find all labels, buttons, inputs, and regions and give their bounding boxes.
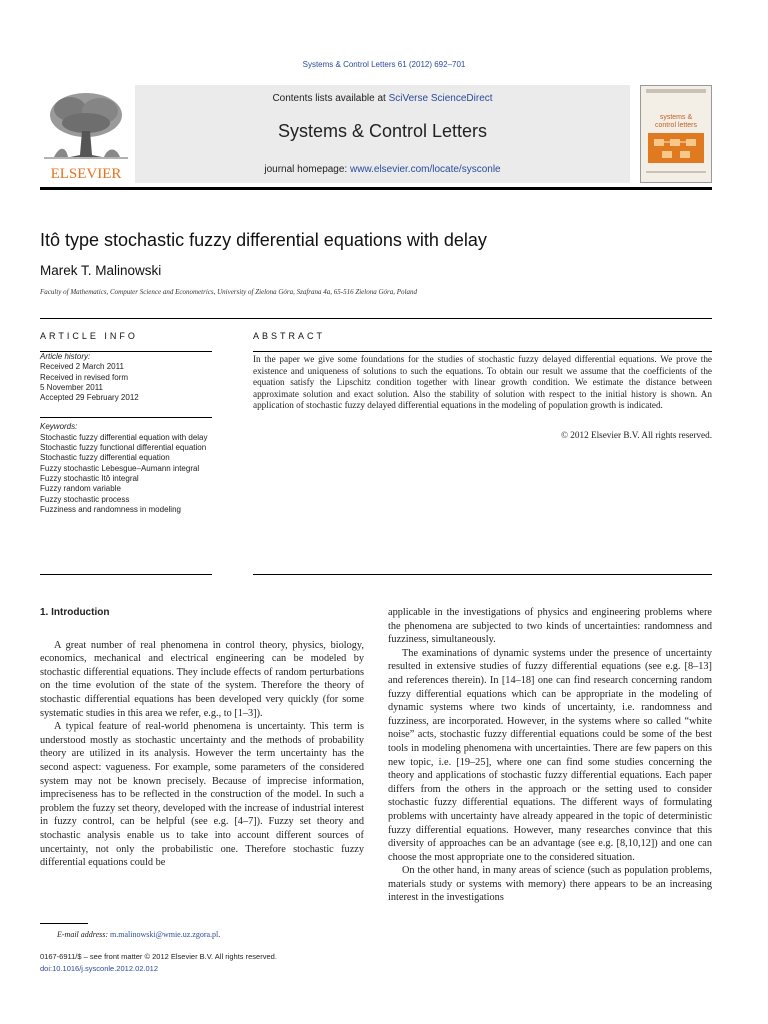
body-paragraph: A great number of real phenomena in control theory, physics, biology, economics, mechanical and electrical engineering can be modeled by stochastic differential equations. They include effects of random perturbations on the time evolution of the state of the system. Therefore the theory of stochastic differential equations has been developed very quickly (for some systematic studies in this area we refer, e.g., to [1–3]). [40, 639, 364, 719]
body-paragraph: A typical feature of real-world phenomena is uncertainty. This term is understood mostly as stochastic uncertainty and the methods of probability theory are utilized in its analysis. However the term uncertainty has the second aspect: vagueness. For example, some parameters of the considered system may not be known precisely. Because of imprecise information, impreciseness has to be reflected in the construction of the model. In such a problem the fuzzy set theory, developed with the increase of industrial interest in fuzzy control, can be helpful (see e.g. [4–7]). Fuzzy set theory and stochastic analysis enable us to take into account different sources of uncertainty, not only the probabilistic one. Therefore stochastic fuzzy differential equations could be [40, 721, 364, 869]
history-label: Article history: [40, 352, 91, 361]
journal-homepage-link[interactable]: www.elsevier.com/locate/sysconle [350, 164, 501, 175]
keyword-item: Fuzzy stochastic Itô integral [40, 473, 139, 483]
keyword-item: Stochastic fuzzy functional differential equation [40, 443, 207, 453]
keyword-item: Fuzziness and randomness in modeling [40, 504, 181, 514]
keywords-rule [40, 417, 212, 418]
paper-title: Itô type stochastic fuzzy differential equations with delay [40, 230, 487, 250]
keyword-item: Stochastic fuzzy differential equation [40, 453, 170, 463]
abstract-text: In the paper we give some foundations for the studies of stochastic fuzzy delayed differential equations. We prove the existence and uniqueness of solutions to such the equations. To obtain our result we assume that the coefficients of the equation satisfy the Lipschitz condition together with linear growth condition. We estimate the distance between approximate solution and exact solution. Also the stability of solution with respect to the initial history is shown. An application of stochastic fuzzy delayed differential equations in the modeling of population growth is indicated. [253, 354, 712, 411]
body-column-right [388, 606, 712, 905]
body-paragraph: On the other hand, in many areas of science (such as population problems, materials study or systems with memory) there appears to be an increasing interest in the investigations [388, 865, 712, 904]
history-item: Accepted 29 February 2012 [40, 393, 139, 403]
footer-issn: 0167-6911/$ – see front matter © 2012 Elsevier B.V. All rights reserved. [40, 952, 277, 961]
history-item: Received in revised form [40, 372, 129, 382]
keyword-item: Stochastic fuzzy differential equation with delay [40, 432, 208, 442]
history-item: 5 November 2011 [40, 382, 103, 392]
author-affiliation: Faculty of Mathematics, Computer Science and Econometrics, University of Zielona Góra, Szafrana 4a, 65-516 Zielona Góra, Poland [40, 288, 417, 296]
body-paragraph: The examinations of dynamic systems under the presence of uncertainty resulted in extensive studies of fuzzy differential equations (see e.g. [8–13] and references therein). In [14–18] one can find research concerning random fuzzy differential equations which can be appropriate in the modeling of dynamic systems where two kinds of uncertainty, i.e. randomness and fuzziness, are incorporated. However, in the systems where so called “white noise” acts, stochastic fuzzy differential equations could be some of the best tools in modeling phenomena with uncertainties. There are few papers on this new topic, i.e. [19–25], where one can find some studies concerning the theory and applications of stochastic fuzzy differential equations. Each paper differs from the others in the approach or the setting used to consider stochastic fuzzy differential equations. The different ways of formulating problems with uncertainty have already appeared in the topic of deterministic fuzzy differential equations. However, many researches convince that this diversity of approaches can be an advantage (see e.g. [8,10,12]) and one can choose the most appropriate one to the considered situation. [388, 647, 712, 863]
contents-prefix: Contents lists available at [272, 93, 389, 104]
body-column-left [40, 606, 364, 870]
footnote [57, 930, 220, 939]
journal-cover-image[interactable] [640, 85, 712, 183]
elsevier-wordmark: ELSEVIER [50, 166, 122, 182]
homepage-line [135, 164, 630, 175]
header-banner [135, 85, 630, 183]
keyword-item: Fuzzy stochastic Lebesgue–Aumann integral [40, 463, 200, 473]
title-divider [40, 318, 712, 319]
journal-header [40, 85, 712, 187]
sciencedirect-link[interactable]: SciVerse ScienceDirect [388, 93, 493, 104]
article-info-panel [40, 352, 212, 515]
doi-link[interactable]: doi:10.1016/j.sysconle.2012.02.012 [40, 964, 159, 973]
article-info-bottom-rule [40, 574, 212, 575]
abstract-heading: ABSTRACT [253, 331, 326, 341]
keyword-item: Fuzzy random variable [40, 484, 121, 494]
keywords-label: Keywords: [40, 422, 78, 432]
footnote-rule [40, 923, 88, 924]
contents-line [135, 93, 630, 104]
elsevier-tree-logo[interactable] [40, 85, 132, 183]
header-divider [40, 187, 712, 190]
journal-title: Systems & Control Letters [277, 121, 488, 141]
homepage-prefix: journal homepage: [264, 164, 350, 175]
author-name[interactable]: Marek T. Malinowski [40, 263, 162, 278]
abstract-bottom-rule [253, 574, 712, 575]
journal-reference[interactable]: Systems & Control Letters 61 (2012) 692–701 [302, 60, 466, 69]
history-item: Received 2 March 2011 [40, 362, 124, 372]
author-email-link[interactable]: m.malinowski@wmie.uz.zgora.pl [110, 930, 219, 939]
footnote-suffix: . [218, 930, 221, 939]
keyword-item: Fuzzy stochastic process [40, 494, 130, 504]
body-paragraph: applicable in the investigations of physics and engineering problems where the phenomena are subjected to two kinds of uncertainties: randomness and fuzziness, simultaneously. [388, 607, 712, 646]
cover-title-line2: control letters [654, 122, 698, 129]
article-info-heading: ARTICLE INFO [40, 331, 138, 341]
abstract-rule [253, 351, 712, 352]
cover-title-line1: systems & [659, 114, 693, 121]
footnote-label: E-mail address: [57, 930, 111, 939]
copyright-notice: © 2012 Elsevier B.V. All rights reserved. [561, 430, 712, 440]
section-heading-introduction: 1. Introduction [40, 607, 110, 618]
